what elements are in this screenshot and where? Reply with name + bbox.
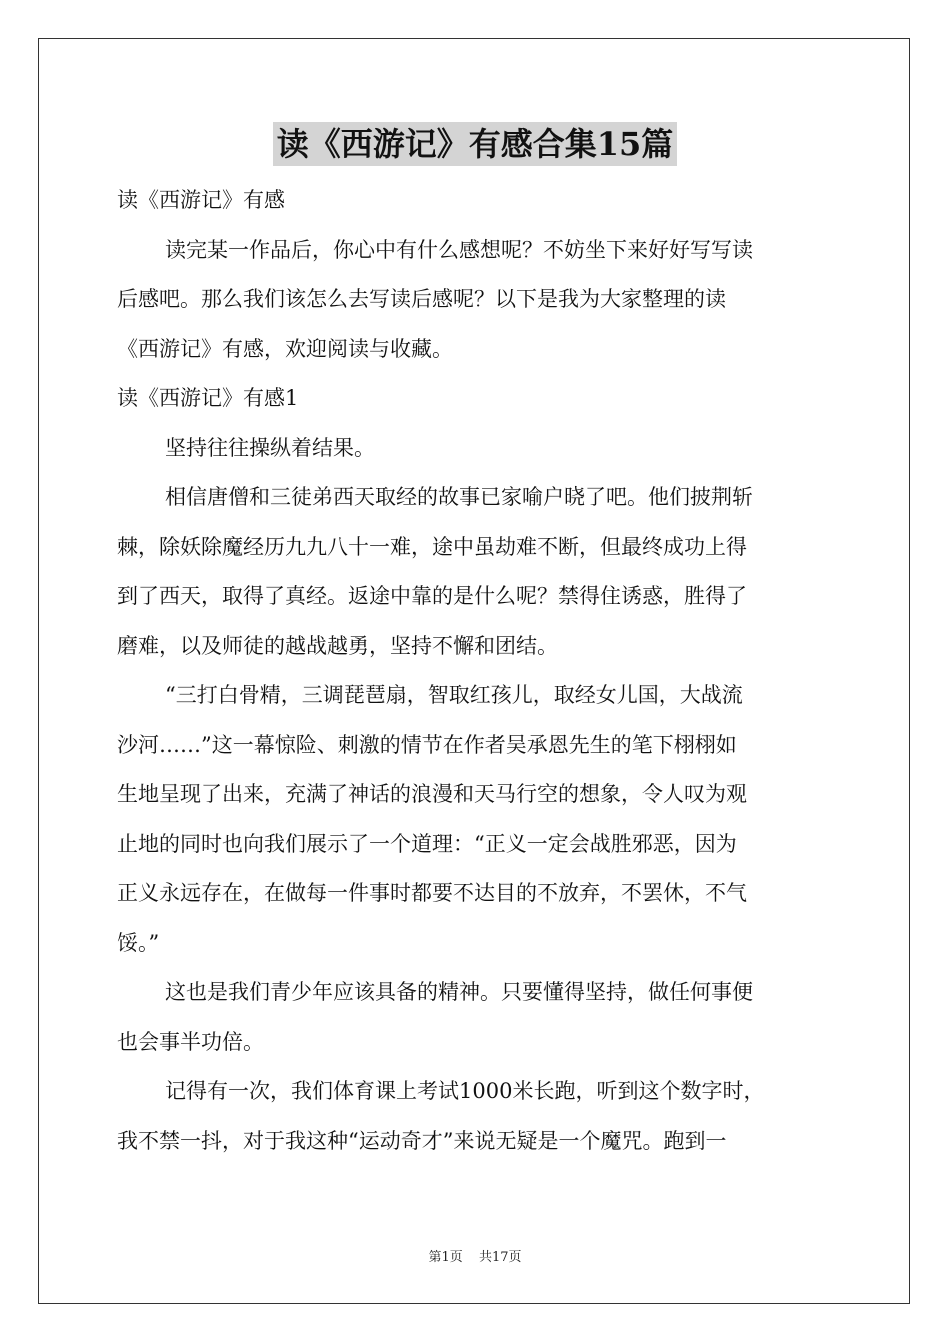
page-footer: [0, 1246, 950, 1265]
text-line: 这也是我们青少年应该具备的精神。只要懂得坚持，做任何事便: [165, 980, 753, 1004]
text-line: 读《西游记》有感1: [117, 386, 299, 410]
text-line: 坚持往往操纵着结果。: [165, 435, 375, 460]
page-total: 共17页: [478, 1250, 522, 1265]
page-number: 第1页: [428, 1250, 463, 1265]
text-line: 读完某一作品后，你心中有什么感想呢？不妨坐下来好好写写读: [165, 237, 753, 262]
text-line: 磨难，以及师徒的越战越勇，坚持不懈和团结。: [117, 633, 558, 658]
text-line: 记得有一次，我们体育课上考试1000米长跑，听到这个数字时，: [165, 1079, 765, 1103]
text-line: 我不禁一抖，对于我这种“运动奇才”来说无疑是一个魔咒。跑到一: [117, 1128, 727, 1153]
text-line: 后感吧。那么我们该怎么去写读后感呢？以下是我为大家整理的读: [117, 287, 726, 311]
text-line: 沙河……”这一幕惊险、刺激的情节在作者吴承恩先生的笔下栩栩如: [117, 732, 737, 757]
text-line: 相信唐僧和三徒弟西天取经的故事已家喻户晓了吧。他们披荆斩: [165, 485, 753, 509]
text-line: 生地呈现了出来，充满了神话的浪漫和天马行空的想象，令人叹为观: [117, 782, 747, 806]
document-title: 读《西游记》有感合集15篇: [273, 122, 678, 166]
text-line: 也会事半功倍。: [117, 1029, 264, 1054]
document-body: [117, 176, 835, 1166]
text-line: “三打白骨精，三调琵琶扇，智取红孩儿，取经女儿国，大战流: [165, 683, 743, 707]
text-line: 正义永远存在，在做每一件事时都要不达目的不放弃，不罢休，不气: [117, 881, 747, 905]
text-line: 棘，除妖除魔经历九九八十一难，途中虽劫难不断，但最终成功上得: [117, 534, 747, 559]
text-line: 馁。”: [117, 930, 160, 955]
title-container: [0, 122, 950, 166]
text-line: 到了西天，取得了真经。返途中靠的是什么呢？禁得住诱惑，胜得了: [117, 584, 747, 608]
text-line: 止地的同时也向我们展示了一个道理：“正义一定会战胜邪恶，因为: [117, 831, 737, 856]
text-line: 读《西游记》有感: [117, 188, 285, 212]
text-line: 《西游记》有感，欢迎阅读与收藏。: [117, 336, 453, 361]
